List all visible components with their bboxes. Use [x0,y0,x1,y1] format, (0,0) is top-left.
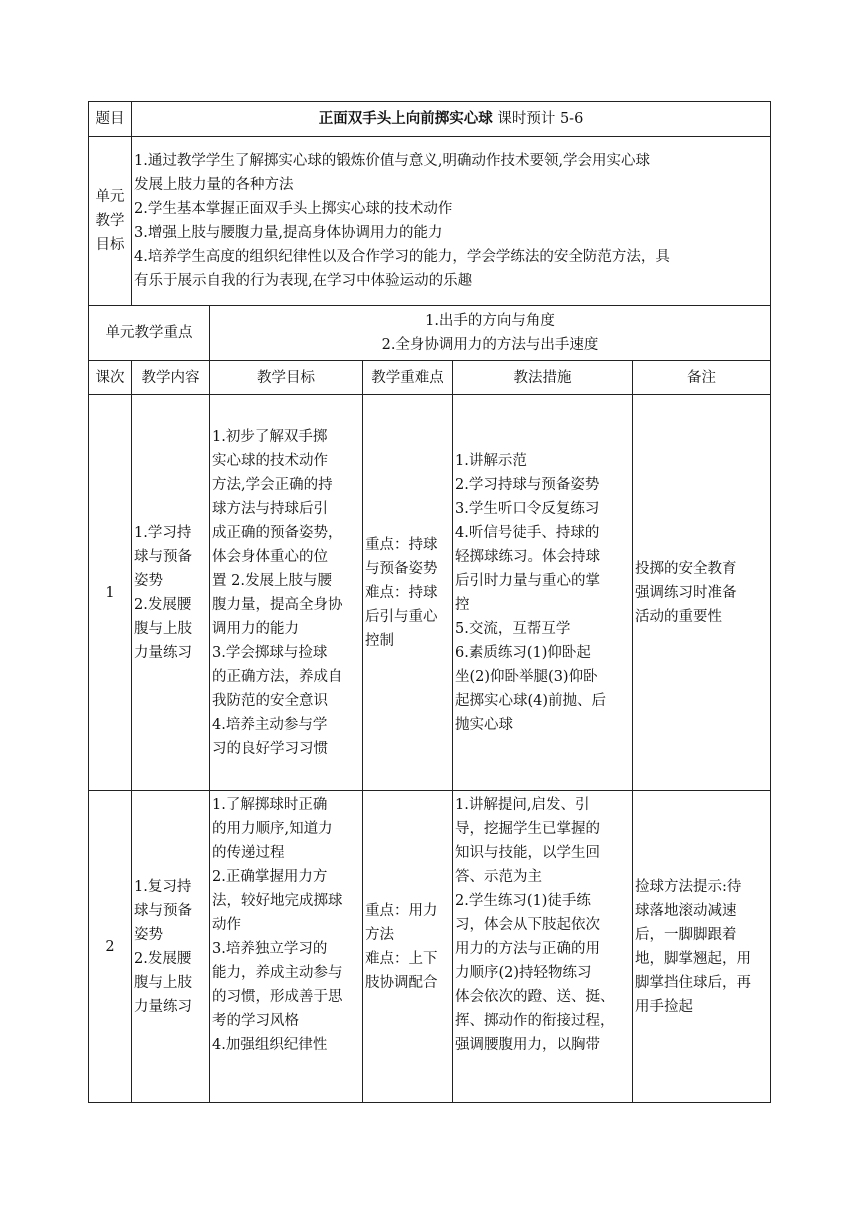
lesson-goals [210,791,363,1103]
lesson-method-line: 2.学生练习(1)徒手练 [455,893,591,909]
lesson-goal-line: 成正确的预备姿势， [212,524,343,541]
lesson-content-line: 2.发展腰 [134,950,192,967]
lesson-goal-line: 1.了解掷球时正确 [212,797,328,813]
lesson-methods [453,791,633,1103]
col-header-notes: 备注 [633,361,771,395]
unit-goals-label [89,137,132,306]
lesson-method-line: 坐(2)仰卧举腿(3)仰卧 [455,668,598,685]
unit-goals-label-line: 教学 [95,213,125,229]
lesson-method-line: 答、示范为主 [455,869,542,885]
lesson-content-line: 1.学习持 [134,524,192,541]
lesson-method-line: 挥、掷动作的衔接过程， [455,1013,615,1029]
lesson-note-line: 活动的重要性 [635,608,722,625]
col-header-content: 教学内容 [132,361,210,395]
lesson-method-line: 5.交流，互帮互学 [455,620,571,637]
lesson-goal-line: 的传递过程 [212,845,285,861]
unit-goal-line: 4.培养学生高度的组织纪律性以及合作学习的能力，学会学练法的安全防范方法，具 [134,249,670,265]
lesson-goal-line: 球方法与持球后引 [212,500,328,517]
lesson-method-line: 控 [455,596,470,613]
lesson-note-line: 用手捡起 [635,998,693,1015]
lesson-keypoints [363,395,453,791]
lesson-method-line: 轻掷球练习。体会持球 [455,548,600,565]
lesson-method-line: 6.素质练习(1)仰卧起 [455,644,591,661]
lesson-content-line: 1.复习持 [134,878,192,895]
lesson-method-line: 4.听信号徒手、持球的 [455,524,600,541]
lesson-method-line: 体会依次的蹬、送、挺、 [455,989,615,1005]
lesson-note-line: 投掷的安全教育 [635,560,737,577]
lesson-note-line: 后，一脚脚跟着 [635,926,737,943]
title-row [89,102,771,137]
lesson-number: 1 [89,395,132,791]
lesson-goal-line: 置 2.发展上肢与腰 [212,572,332,589]
lesson-row-1 [89,395,771,791]
lesson-content-line: 姿势 [134,572,163,589]
lesson-note-line: 地，脚掌翘起，用 [635,950,751,967]
lesson-method-line: 1.讲解提问,启发、引 [455,797,590,813]
unit-goals-text [132,137,771,306]
lesson-keypoint-line: 难点：上下 [365,950,438,967]
lesson-goal-line: 体会身体重心的位 [212,548,328,565]
lesson-goal-line: 1.初步了解双手掷 [212,428,328,445]
lesson-notes [633,791,771,1103]
lesson-goals [210,395,363,791]
lesson-goal-line: 方法,学会正确的持 [212,476,333,493]
lesson-content-line: 力量练习 [134,998,192,1015]
lesson-goal-line: 4.加强组织纪律性 [212,1037,328,1053]
lesson-method-line: 习，体会从下肢起依次 [455,917,600,933]
lesson-keypoint-line: 控制 [365,632,394,649]
lesson-method-line: 后引时力量与重心的掌 [455,572,600,589]
col-header-goals: 教学目标 [210,361,363,395]
lesson-method-line: 知识与技能，以学生回 [455,845,600,861]
lesson-keypoint-line: 后引与重心 [365,608,438,625]
lesson-method-line: 2.学习持球与预备姿势 [455,476,600,493]
lesson-note-line: 脚掌挡住球后，再 [635,974,751,991]
lesson-method-line: 3.学生听口令反复练习 [455,500,600,517]
lesson-notes [633,395,771,791]
lesson-content [132,395,210,791]
lesson-content-line: 姿势 [134,926,163,943]
unit-goals-label-line: 目标 [95,237,125,253]
lesson-keypoint-line: 难点：持球 [365,584,438,601]
lesson-note-line: 强调练习时准备 [635,584,737,601]
lesson-goal-line: 的正确方法，养成自 [212,668,343,685]
unit-goal-line: 有乐于展示自我的行为表现,在学习中体验运动的乐趣 [134,273,473,289]
unit-focus-row [89,306,771,361]
lesson-method-line: 用力的方法与正确的用 [455,941,600,957]
lesson-keypoint-line: 肢协调配合 [365,974,438,991]
period-estimate: 课时预计 5-6 [497,111,584,127]
lesson-goal-line: 能力，养成主动参与 [212,965,343,981]
lesson-method-line: 起掷实心球(4)前抛、后 [455,692,607,709]
lesson-goal-line: 法，较好地完成掷球 [212,893,343,909]
lesson-method-line: 1.讲解示范 [455,452,527,469]
lesson-goal-line: 习的良好学习习惯 [212,740,328,757]
col-header-keypoints: 教学重难点 [363,361,453,395]
lesson-keypoint-line: 重点：用力 [365,902,438,919]
unit-focus-text [210,306,771,361]
lesson-goal-line: 4.培养主动参与学 [212,716,328,733]
lesson-keypoint-line: 与预备姿势 [365,560,438,577]
lesson-method-line: 抛实心球 [455,716,513,733]
lesson-content-line: 腹与上肢 [134,974,192,991]
lesson-content-line: 2.发展腰 [134,596,192,613]
page-title [132,102,771,137]
lesson-method-line: 力顺序(2)持轻物练习 [455,965,592,981]
lesson-keypoints [363,791,453,1103]
lesson-plan-table [88,101,771,1103]
lesson-note-line: 球落地滚动减速 [635,902,737,919]
unit-goals-label-line: 单元 [95,189,125,205]
lesson-goal-line: 我防范的安全意识 [212,692,328,709]
lesson-content [132,791,210,1103]
lesson-keypoint-line: 方法 [365,926,394,943]
lesson-content-line: 球与预备 [134,548,192,565]
unit-focus-line: 1.出手的方向与角度 [425,313,555,329]
lesson-row-2 [89,791,771,1103]
unit-focus-line: 2.全身协调用力的方法与出手速度 [381,337,599,353]
unit-goal-line: 发展上肢力量的各种方法 [134,177,294,193]
topic-label: 题目 [89,102,132,137]
lesson-method-line: 导，挖掘学生已掌握的 [455,821,600,837]
lesson-note-line: 捡球方法提示:待 [635,878,742,895]
lesson-goal-line: 的用力顺序,知道力 [212,821,333,837]
lesson-goal-line: 3.培养独立学习的 [212,941,328,957]
lesson-goal-line: 3.学会掷球与捡球 [212,644,328,661]
col-header-methods: 教法措施 [453,361,633,395]
lesson-goal-line: 2.正确掌握用力方 [212,869,328,885]
lesson-content-line: 腹与上肢 [134,620,192,637]
lesson-keypoint-line: 重点：持球 [365,536,438,553]
lesson-goal-line: 的习惯，形成善于思 [212,989,343,1005]
lesson-goal-line: 动作 [212,917,241,933]
lesson-goal-line: 腹力量，提高全身协 [212,596,343,613]
lesson-title: 正面双手头上向前掷实心球 [318,110,493,127]
column-header-row [89,361,771,395]
lesson-content-line: 球与预备 [134,902,192,919]
lesson-method-line: 强调腰腹用力，以胸带 [455,1037,600,1053]
lesson-goal-line: 实心球的技术动作 [212,452,328,469]
lesson-goal-line: 考的学习风格 [212,1013,299,1029]
lesson-content-line: 力量练习 [134,644,192,661]
unit-goals-row [89,137,771,306]
unit-goal-line: 1.通过教学学生了解掷实心球的锻炼价值与意义,明确动作技术要领,学会用实心球 [134,153,651,169]
lesson-goal-line: 调用力的能力 [212,620,299,637]
unit-focus-label: 单元教学重点 [89,306,210,361]
unit-goal-line: 2.学生基本掌握正面双手头上掷实心球的技术动作 [134,201,453,217]
lesson-methods [453,395,633,791]
lesson-number: 2 [89,791,132,1103]
col-header-lesson-number: 课次 [89,361,132,395]
unit-goal-line: 3.增强上肢与腰腹力量,提高身体协调用力的能力 [134,225,443,241]
